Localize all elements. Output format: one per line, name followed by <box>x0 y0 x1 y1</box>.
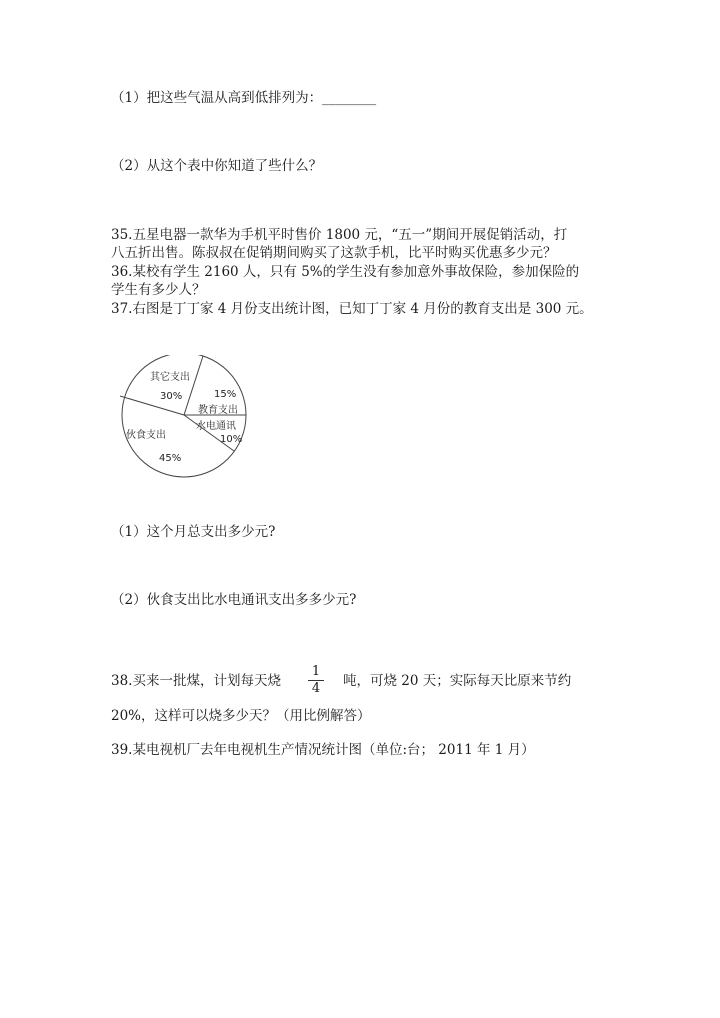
slice-value-food: 45% <box>159 453 182 464</box>
slice-value-education: 15% <box>214 389 237 400</box>
question-35-line-1: 35.五星电器一款华为手机平时售价 1800 元，“五一”期间开展促销活动，打 <box>111 227 568 243</box>
slice-label-food: 伙食支出 <box>126 430 166 441</box>
slice-value-utilities: 10% <box>220 434 243 445</box>
slice-label-utilities: 水电通讯 <box>196 421 236 432</box>
slice-label-other: 其它支出 <box>150 372 190 383</box>
question-36-line-2: 学生有多少人？ <box>111 282 206 298</box>
slice-label-education: 教育支出 <box>198 405 238 416</box>
fraction-denominator: 4 <box>311 681 321 696</box>
question-34-part-1: （1）把这些气温从高到低排列为：________ <box>111 90 377 106</box>
question-38-line-2: 20%，这样可以烧多少天？（用比例解答） <box>111 708 371 724</box>
question-37-part-2: （2）伙食支出比水电通讯支出多多少元? <box>111 592 357 608</box>
question-38-line-1a: 38.买来一批煤，计划每天烧 <box>111 673 281 689</box>
question-39: 39.某电视机厂去年电视机生产情况统计图（单位:台； 2011 年 1 月） <box>111 742 535 758</box>
question-37-part-1: （1）这个月总支出多少元? <box>111 524 276 540</box>
fraction-one-quarter <box>308 665 324 696</box>
question-37: 37.右图是丁丁家 4 月份支出统计图，已知丁丁家 4 月份的教育支出是 300 元。 <box>111 301 593 317</box>
question-36-line-1: 36.某校有学生 2160 人，只有 5%的学生没有参加意外事故保险，参加保险的 <box>111 264 580 280</box>
question-38-line-1b: 吨，可烧 20 天；实际每天比原来节约 <box>343 673 572 689</box>
expense-pie-chart <box>112 355 257 480</box>
fraction-numerator: 1 <box>311 664 321 679</box>
question-35-line-2: 八五折出售。陈叔叔在促销期间购买了这款手机，比平时购买优惠多少元？ <box>111 245 557 261</box>
slice-value-other: 30% <box>160 391 183 402</box>
question-34-part-2: （2）从这个表中你知道了些什么？ <box>111 158 323 174</box>
